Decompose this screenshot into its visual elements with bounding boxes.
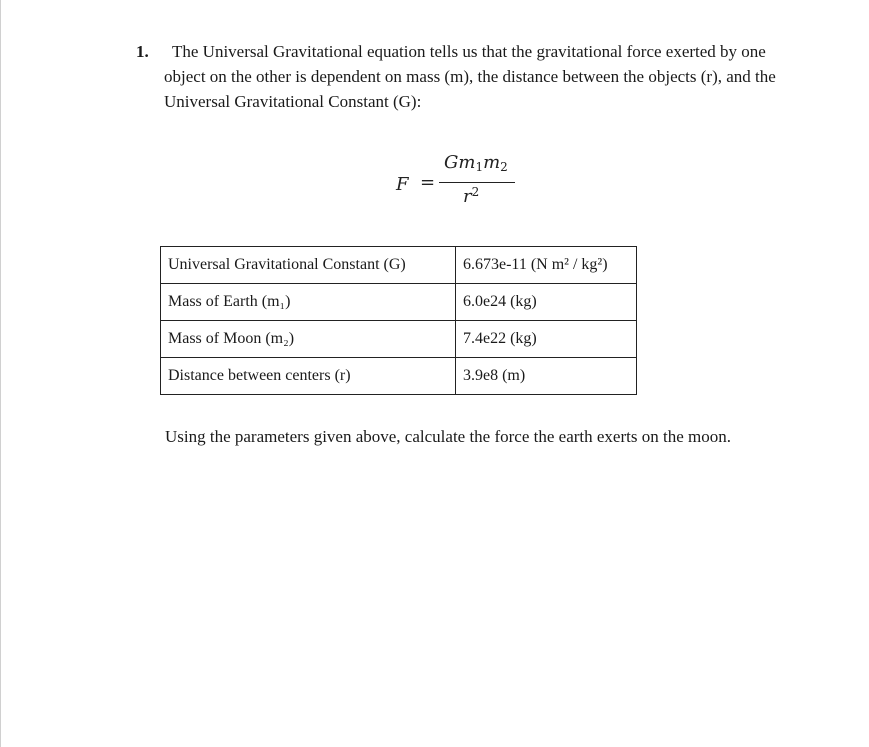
page-left-border xyxy=(0,0,1,747)
table-row xyxy=(161,284,637,321)
param-value: 7.4e22 (kg) xyxy=(456,321,637,358)
formula-force: F xyxy=(396,174,409,195)
question-line: object on the other is dependent on mass (m), the distance between the objects (r), and the xyxy=(164,67,776,86)
param-label: Mass of Moon (m₂) xyxy=(161,321,456,358)
param-value: 6.673e-11 (N m² / kg²) xyxy=(456,247,637,284)
formula-denominator: $r^2$ xyxy=(463,185,480,207)
table-row xyxy=(161,358,637,395)
question-number: 1. xyxy=(136,42,149,61)
fraction-bar xyxy=(439,182,515,183)
question-block xyxy=(136,39,826,114)
parameters-table xyxy=(160,246,637,395)
param-label: Universal Gravitational Constant (G) xyxy=(161,247,456,284)
formula-equals: = xyxy=(420,172,436,193)
table-row xyxy=(161,321,637,358)
param-label: Distance between centers (r) xyxy=(161,358,456,395)
table-row xyxy=(161,247,637,284)
question-line: Universal Gravitational Constant (G): xyxy=(164,92,422,111)
question-line: The Universal Gravitational equation tells us that the gravitational force exerted by one xyxy=(172,42,766,61)
instruction-text: Using the parameters given above, calculate the force the earth exerts on the moon. xyxy=(165,427,731,446)
param-value: 6.0e24 (kg) xyxy=(456,284,637,321)
question-text xyxy=(164,39,826,114)
formula-numerator: $Gm_1m_2$ xyxy=(444,152,508,174)
param-value: 3.9e8 (m) xyxy=(456,358,637,395)
param-label: Mass of Earth (m₁) xyxy=(161,284,456,321)
